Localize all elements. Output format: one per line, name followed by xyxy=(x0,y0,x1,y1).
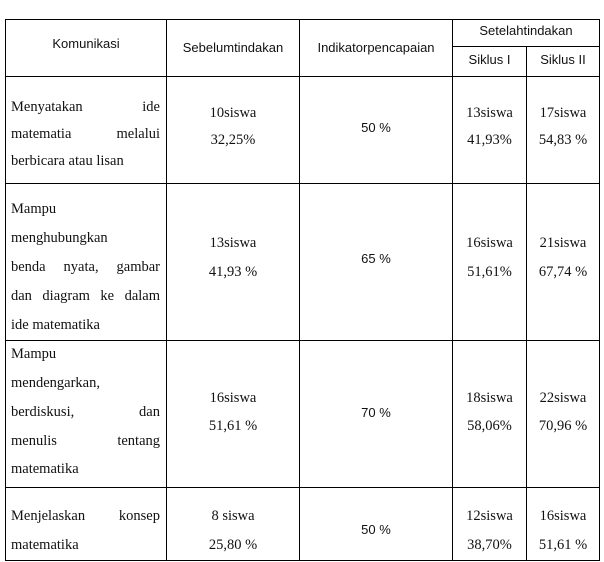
header-sebelum: Sebelumtindakan xyxy=(182,40,284,55)
row4-siklus1-count: 12siswa xyxy=(466,508,513,524)
row4-siklus1-percent: 38,70% xyxy=(467,537,512,553)
rule-col2 xyxy=(299,19,300,561)
row1-siklus1-count: 13siswa xyxy=(466,105,513,121)
row2-siklus2-percent: 67,74 % xyxy=(538,264,588,280)
row3-sebelum-percent: 51,61 % xyxy=(208,418,258,434)
row1-sebelum-percent: 32,25% xyxy=(210,132,256,148)
row2-sebelum-percent: 41,93 % xyxy=(208,264,258,280)
row1-komunikasi-line: berbicara atau lisan xyxy=(11,153,124,169)
header-setelah: Setelahtindakan xyxy=(479,23,573,38)
row2-indikator: 65 % xyxy=(361,251,391,266)
row3-siklus2-count: 22siswa xyxy=(539,390,587,406)
rule-col1 xyxy=(166,19,167,561)
row3-komunikasi-line: Mampu xyxy=(11,346,57,362)
header-komunikasi: Komunikasi xyxy=(52,36,120,51)
row4-komunikasi-line: matematika xyxy=(11,537,79,553)
row4-komunikasi-line: Menjelaskan konsep xyxy=(11,508,160,524)
row4-sebelum-count: 8 siswa xyxy=(211,508,255,524)
rule-row2 xyxy=(5,340,600,341)
header-indikator: Indikatorpencapaian xyxy=(317,40,435,55)
row1-siklus2-count: 17siswa xyxy=(539,105,587,121)
rule-right xyxy=(599,19,600,561)
rule-header-bottom xyxy=(5,76,600,77)
rule-bottom xyxy=(5,560,600,561)
row2-komunikasi-line: Mampu xyxy=(11,201,57,217)
row3-siklus2-percent: 70,96 % xyxy=(538,418,588,434)
header-siklus1: Siklus I xyxy=(468,52,511,67)
row4-siklus2-count: 16siswa xyxy=(539,508,587,524)
row1-sebelum-count: 10siswa xyxy=(209,105,257,121)
rule-top xyxy=(5,19,600,20)
row1-siklus1-percent: 41,93% xyxy=(467,132,512,148)
row2-siklus1-count: 16siswa xyxy=(466,235,513,251)
row2-sebelum-count: 13siswa xyxy=(209,235,257,251)
row3-siklus1-count: 18siswa xyxy=(466,390,513,406)
row1-siklus2-percent: 54,83 % xyxy=(538,132,588,148)
header-siklus2: Siklus II xyxy=(540,52,586,67)
row3-komunikasi-line: mendengarkan, xyxy=(11,375,100,391)
rule-col3 xyxy=(452,19,453,561)
row1-komunikasi-line: Menyatakan ide xyxy=(11,99,160,115)
row1-komunikasi-line: matematia melalui xyxy=(11,126,160,142)
row2-komunikasi-line: benda nyata, gambar xyxy=(11,259,160,275)
row2-siklus2-count: 21siswa xyxy=(539,235,587,251)
row3-indikator: 70 % xyxy=(361,405,391,420)
row2-komunikasi-line: ide matematika xyxy=(11,317,100,333)
rule-col4 xyxy=(526,46,527,561)
row3-siklus1-percent: 58,06% xyxy=(467,418,512,434)
row4-indikator: 50 % xyxy=(361,522,391,537)
row3-komunikasi-line: matematika xyxy=(11,461,79,477)
rule-row1 xyxy=(5,183,600,184)
rule-row3 xyxy=(5,487,600,488)
rule-left xyxy=(5,19,6,561)
row2-komunikasi-line: menghubungkan xyxy=(11,230,108,246)
row3-komunikasi-line: berdiskusi, dan xyxy=(11,404,160,420)
row3-komunikasi-line: menulis tentang xyxy=(11,433,160,449)
row2-komunikasi-line: dan diagram ke dalam xyxy=(11,288,160,304)
row1-indikator: 50 % xyxy=(361,120,391,135)
row3-sebelum-count: 16siswa xyxy=(209,390,257,406)
row2-siklus1-percent: 51,61% xyxy=(467,264,512,280)
row4-siklus2-percent: 51,61 % xyxy=(538,537,588,553)
row4-sebelum-percent: 25,80 % xyxy=(208,537,258,553)
